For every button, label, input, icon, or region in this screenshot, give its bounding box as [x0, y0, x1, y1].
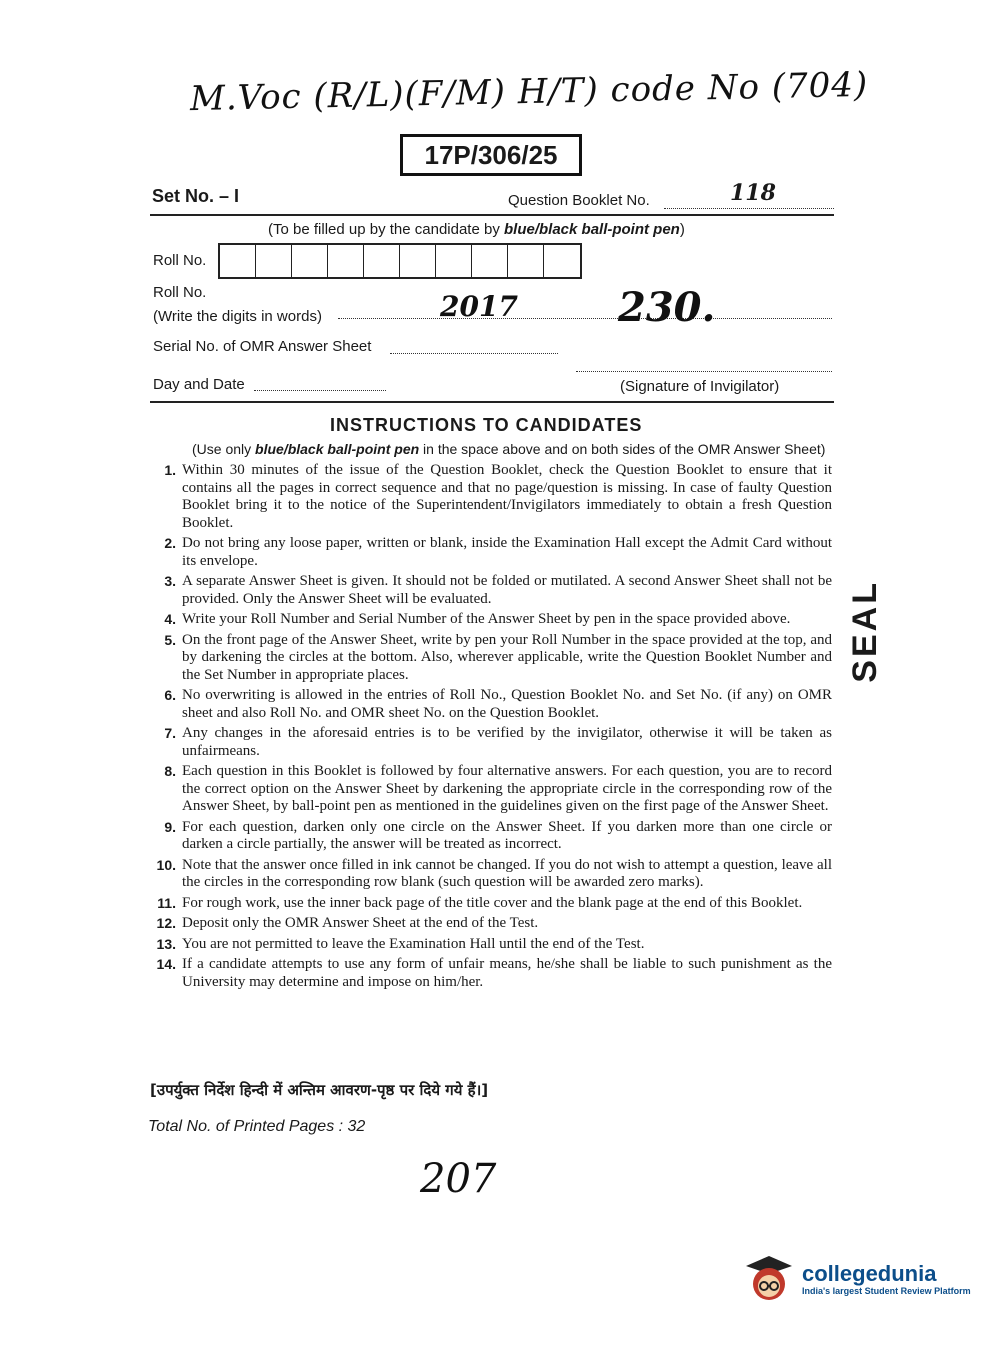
roll-words-label-line1: Roll No. — [153, 284, 207, 301]
instruction-text: Each question in this Booklet is followed by four alternative answers. For each question, you are to record the correct option on the Answer Sheet by darkening the appropriate circle in the corresponding row of the Answer Sheet, by ball-point pen as mentioned in the guidelines given on the first page of the Answer Sheet. — [182, 763, 832, 814]
instruction-number: 6. — [164, 687, 176, 703]
instruction-number: 2. — [164, 535, 176, 551]
student-mascot-icon — [742, 1252, 796, 1306]
instruction-item — [150, 687, 832, 722]
instruction-number: 7. — [164, 725, 176, 741]
instruction-item — [150, 462, 832, 532]
instruction-text: Note that the answer once filled in ink cannot be changed. If you do not wish to attempt a question, leave all the circles in the corresponding row blank (such question will be awarded zero marks). — [182, 856, 832, 890]
instruction-text: On the front page of the Answer Sheet, write by pen your Roll Number in the space provided at the top, and by darkening the circles at the bottom. Also, wherever applicable, write the Question Booklet Number and the Set Number in appropriate places. — [182, 631, 832, 683]
instructions-subtitle — [192, 441, 825, 457]
instruction-text: Write your Roll Number and Serial Number of the Answer Sheet by pen in the space provided above. — [182, 611, 791, 627]
instruction-number: 13. — [156, 935, 176, 952]
instruction-number: 3. — [164, 573, 176, 589]
instruction-item — [150, 535, 832, 570]
question-booklet-label: Question Booklet No. — [508, 192, 650, 209]
fill-instruction — [268, 221, 685, 238]
booklet-code-box: 17P/306/25 — [400, 134, 582, 176]
instructions-sub-emphasis: blue/black ball-point pen — [255, 441, 420, 457]
instruction-item — [150, 611, 832, 629]
instruction-item — [150, 573, 832, 608]
instruction-text: Do not bring any loose paper, written or blank, inside the Examination Hall except the Admit Card without its envelope. — [182, 535, 832, 569]
form-divider — [150, 401, 834, 403]
instruction-text: For rough work, use the inner back page of the title cover and the blank page at the end of this Booklet. — [182, 894, 803, 911]
logo-tagline: India's largest Student Review Platform — [802, 1286, 971, 1296]
instruction-text: Within 30 minutes of the issue of the Question Booklet, check the Question Booklet to ensure that it contains all the pages in correct sequence and that no page/question is missing. In case of faulty Question Booklet bring it to the notice of the Superintendent/Invigilators immediately to obtain a fresh Question Booklet. — [182, 462, 832, 531]
instruction-item — [150, 857, 832, 892]
instructions-sub-prefix: (Use only — [192, 441, 256, 457]
instruction-text: No overwriting is allowed in the entries of Roll No., Question Booklet No. and Set No. (if any) on OMR sheet and also Roll No. and OMR sheet No. on the Question Booklet. — [182, 687, 832, 721]
handwritten-course-code: M.Voc (R/L)(F/M) H/T) code No (704) — [189, 64, 869, 120]
roll-digit-box[interactable] — [220, 245, 256, 277]
instruction-text: For each question, darken only one circle on the Answer Sheet. If you darken more than one circle or darken a circle partially, the answer will be treated as incorrect. — [182, 818, 832, 852]
instruction-item — [150, 915, 832, 933]
instruction-number: 11. — [157, 894, 176, 911]
omr-serial-label: Serial No. of OMR Answer Sheet — [153, 338, 372, 355]
handwritten-number: 207 — [420, 1156, 497, 1202]
collegedunia-logo[interactable] — [742, 1252, 971, 1306]
instructions-title: INSTRUCTIONS TO CANDIDATES — [330, 415, 643, 435]
total-pages: Total No. of Printed Pages : 32 — [148, 1118, 366, 1135]
roll-digit-box[interactable] — [544, 245, 580, 277]
hindi-note: [उपर्युक्त निर्देश हिन्दी में अन्तिम आवरण-पृष्ठ पर दिये गये हैं।] — [150, 1081, 489, 1099]
logo-text — [802, 1262, 971, 1296]
roll-digit-box[interactable] — [256, 245, 292, 277]
instruction-item — [150, 936, 832, 954]
instruction-text: Any changes in the aforesaid entries is to be verified by the invigilator, otherwise it will be taken as unfairmeans. — [182, 725, 832, 759]
instructions-list — [150, 462, 832, 994]
roll-words-field[interactable] — [338, 318, 832, 319]
instruction-item — [150, 956, 832, 991]
instruction-item — [150, 632, 832, 685]
roll-digit-box[interactable] — [400, 245, 436, 277]
roll-digit-box[interactable] — [436, 245, 472, 277]
instruction-number: 14. — [156, 956, 176, 972]
signature-label: (Signature of Invigilator) — [620, 378, 780, 395]
instruction-text: You are not permitted to leave the Examination Hall until the end of the Test. — [182, 935, 645, 952]
instruction-number: 5. — [164, 631, 176, 648]
instruction-number: 9. — [164, 818, 176, 835]
set-number: Set No. – I — [152, 186, 240, 206]
instruction-text: If a candidate attempts to use any form of unfair means, he/she shall be liable to such punishment as the University may determine and impose on him/her. — [182, 956, 832, 990]
instruction-item — [150, 819, 832, 854]
instruction-item — [150, 895, 832, 913]
roll-words-handwritten-1: 2017 — [440, 290, 518, 323]
fill-note-prefix: (To be filled up by the candidate by — [268, 221, 504, 238]
instruction-text: Deposit only the OMR Answer Sheet at the end of the Test. — [182, 915, 539, 931]
roll-number-label: Roll No. — [153, 252, 207, 269]
roll-number-boxes[interactable] — [218, 243, 582, 279]
roll-digit-box[interactable] — [292, 245, 328, 277]
seal-label: SEAL — [846, 580, 884, 683]
instruction-number: 1. — [164, 462, 176, 478]
omr-serial-field[interactable] — [390, 353, 558, 354]
roll-digit-box[interactable] — [364, 245, 400, 277]
logo-name: collegedunia — [802, 1261, 937, 1286]
signature-field[interactable] — [576, 371, 832, 372]
instruction-item — [150, 725, 832, 760]
header-divider — [150, 214, 834, 216]
question-booklet-value: 118 — [730, 180, 776, 206]
roll-digit-box[interactable] — [328, 245, 364, 277]
roll-digit-box[interactable] — [508, 245, 544, 277]
roll-digit-box[interactable] — [472, 245, 508, 277]
instruction-number: 4. — [164, 611, 176, 627]
instruction-text: A separate Answer Sheet is given. It should not be folded or mutilated. A second Answer Sheet shall not be provided. Only the Answer Sheet will be evaluated. — [182, 573, 832, 607]
roll-words-handwritten-2: 230. — [618, 284, 716, 331]
roll-words-label — [153, 281, 322, 329]
day-date-field[interactable] — [254, 390, 386, 391]
fill-note-suffix: ) — [679, 221, 685, 238]
instruction-number: 10. — [156, 856, 176, 873]
fill-note-emphasis: blue/black ball-point pen — [504, 221, 680, 238]
instruction-number: 12. — [156, 915, 176, 931]
roll-words-label-line2: (Write the digits in words) — [153, 308, 322, 325]
instructions-sub-suffix: in the space above and on both sides of the OMR Answer Sheet) — [419, 441, 826, 457]
instruction-item — [150, 763, 832, 816]
instruction-number: 8. — [164, 763, 176, 779]
day-date-label: Day and Date — [153, 376, 245, 393]
